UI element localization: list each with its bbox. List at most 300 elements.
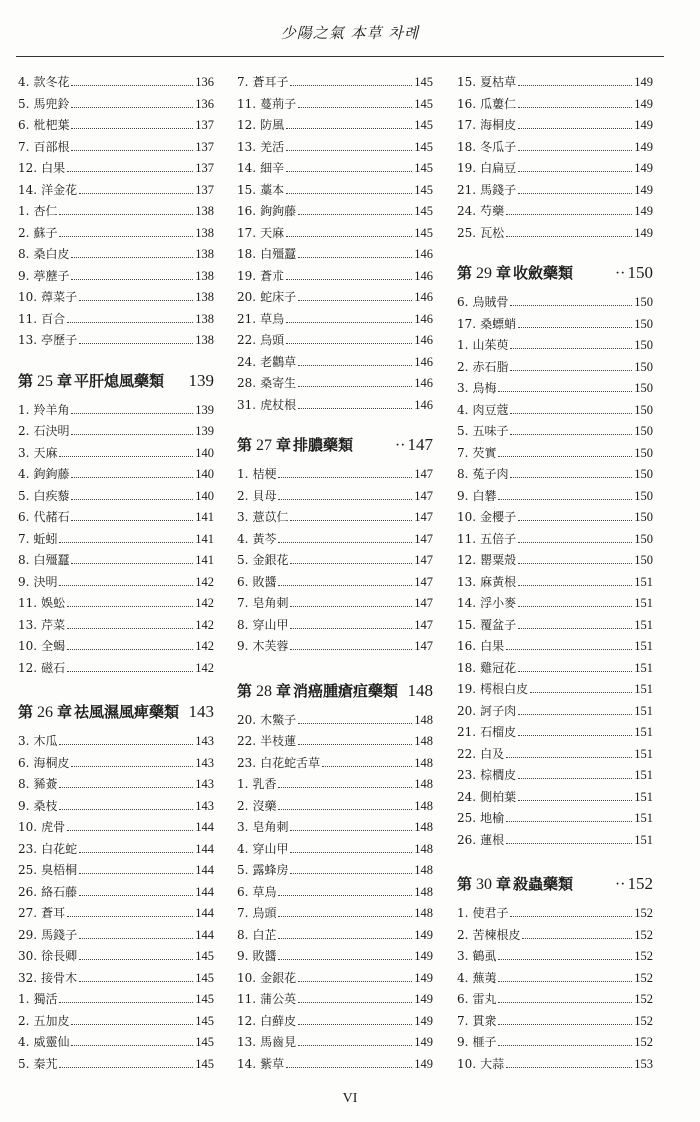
toc-entry [18,636,214,658]
chapter-suffix: 章 [276,436,292,454]
dot-leader [286,193,412,194]
entry-page: 150 [634,531,653,546]
entry-number: 3. [18,734,30,748]
entry-number: 18. [457,139,477,154]
toc-entry [457,464,653,486]
toc-entry [457,830,653,852]
dot-leader [530,692,632,693]
toc-entry [18,244,214,266]
entry-number: 9. [18,268,30,283]
entry-page: 138 [195,225,214,240]
entry-name: 穿山甲 [252,841,289,856]
entry-page: 148 [414,906,433,920]
toc-entry [237,636,433,658]
entry-name: 虎骨 [41,820,66,834]
chapter-heading [237,434,433,456]
entry-page: 150 [634,381,653,395]
entry-name: 夏枯草 [480,75,517,89]
entry-page: 149 [634,161,653,175]
dot-leader [298,1045,412,1046]
toc-entry [18,507,214,529]
toc-entry [457,292,653,314]
entry-page: 141 [195,531,214,546]
dot-leader [71,279,193,280]
entry-number: 14. [457,596,477,610]
dot-leader [298,1024,412,1025]
dot-leader [278,938,412,939]
entry-name: 鉤鉤藤 [260,204,297,218]
entry-name: 榧子 [472,1035,497,1049]
entry-page: 138 [195,268,214,283]
entry-name: 苦楝根皮 [472,927,521,942]
dot-leader [59,456,193,457]
toc-entry [18,731,214,753]
toc-entry [457,572,653,594]
entry-page: 149 [414,927,433,942]
entry-page: 148 [414,798,433,813]
toc-entry [18,1011,214,1033]
entry-page: 148 [414,755,433,770]
header-rule [16,56,664,57]
dot-leader [79,300,193,301]
entry-number: 14. [237,161,257,175]
dot-leader [506,757,632,758]
toc-entry [457,744,653,766]
entry-page: 138 [195,290,214,304]
entry-number: 21. [457,182,477,197]
entry-number: 13. [457,574,477,589]
chapter-leader: ·· [614,876,626,893]
toc-entry [237,882,433,904]
dot-leader [67,671,193,672]
dot-leader [79,193,193,194]
entry-number: 13. [237,139,257,154]
dot-leader [59,585,193,586]
entry-name: 桑寄生 [260,376,297,390]
entry-page: 142 [195,660,214,675]
entry-number: 2. [457,927,469,942]
entry-name: 半枝蓮 [260,734,297,748]
dot-leader [298,214,412,215]
entry-name: 桑白皮 [33,247,70,261]
chapter-title: 排膿藥類 [293,436,354,454]
entry-page: 149 [414,1056,433,1071]
entry-page: 139 [195,424,214,438]
entry-name: 芡實 [472,445,497,460]
dot-leader [278,959,412,960]
toc-column-2 [237,72,433,1075]
dot-leader [290,852,412,853]
entry-name: 洋金花 [41,182,78,197]
dot-leader [59,542,193,543]
entry-number: 16. [457,639,477,653]
entry-page: 152 [634,906,653,920]
toc-entry [18,330,214,352]
entry-name: 皂角刺 [252,820,289,834]
entry-number: 21. [237,311,257,326]
entry-number: 8. [237,617,249,632]
entry-name: 蕪荑 [472,970,497,985]
dot-leader [498,1002,632,1003]
entry-name: 桑枝 [33,798,58,813]
entry-number: 24. [457,204,477,218]
dot-leader [298,107,412,108]
toc-entry [18,72,214,94]
toc-entry [457,378,653,400]
chapter-leader: ·· [614,265,626,282]
dot-leader [79,343,193,344]
entry-number: 2. [18,1013,30,1028]
entry-name: 木芙蓉 [252,639,289,653]
entry-page: 143 [195,777,214,791]
dot-leader [510,434,632,435]
dot-leader [71,150,193,151]
entry-number: 8. [237,927,249,942]
entry-name: 烏梅 [472,381,497,395]
dot-leader [278,585,412,586]
dot-leader [518,735,632,736]
dot-leader [298,257,412,258]
entry-name: 穿山甲 [252,617,289,632]
dot-leader [278,542,412,543]
toc-entry [18,464,214,486]
toc-entry [237,903,433,925]
toc-entry [18,796,214,818]
dot-leader [506,214,632,215]
toc-entry [18,309,214,331]
entry-name: 蛇床子 [260,290,297,304]
entry-name: 薏苡仁 [252,510,289,524]
entry-page: 140 [195,467,214,481]
dot-leader [498,499,632,500]
entry-page: 149 [634,225,653,240]
entry-number: 12. [237,1013,257,1028]
entry-name: 絡石藤 [41,884,78,899]
entry-name: 瓜蔞仁 [480,96,517,111]
entry-number: 19. [237,268,257,283]
dot-leader [518,128,632,129]
dot-leader [71,1024,193,1025]
entry-name: 白扁豆 [480,161,517,175]
entry-name: 海桐皮 [33,755,70,770]
dot-leader [518,85,632,86]
entry-page: 147 [414,553,433,567]
entry-number: 10. [237,970,257,985]
dot-leader [518,628,632,629]
entry-name: 草烏 [252,884,277,899]
dot-leader [298,386,412,387]
toc-entry [457,115,653,137]
dot-leader [278,787,412,788]
toc-entry [18,115,214,137]
entry-number: 12. [18,660,38,675]
dot-leader [290,520,412,521]
entry-name: 沒藥 [252,798,277,813]
entry-name: 威靈仙 [33,1035,70,1049]
entry-name: 露蜂房 [252,863,289,877]
entry-page: 145 [414,182,433,197]
entry-page: 145 [195,1035,214,1049]
dot-leader [498,1024,632,1025]
entry-page: 152 [634,1035,653,1049]
entry-page: 150 [634,295,653,309]
entry-name: 側柏葉 [480,789,517,804]
entry-number: 5. [237,553,249,567]
dot-leader [290,830,412,831]
running-header: 少陽之氣 本草 차례 [280,24,420,42]
toc-entry [18,443,214,465]
entry-number: 27. [18,906,38,920]
dot-leader [278,499,412,500]
entry-page: 139 [195,402,214,417]
entry-number: 12. [18,161,38,175]
entry-number: 4. [457,970,469,985]
toc-column-1 [18,72,214,1075]
entry-number: 11. [18,596,38,610]
dot-leader [506,821,632,822]
entry-page: 151 [634,660,653,675]
chapter-prefix: 第 [457,264,473,282]
toc-entry [237,330,433,352]
entry-page: 148 [414,884,433,899]
entry-page: 149 [414,949,433,963]
entry-number: 4. [18,467,30,481]
entry-page: 137 [195,139,214,154]
toc-entry [18,572,214,594]
entry-name: 接骨木 [41,970,78,985]
entry-number: 4. [18,75,30,89]
toc-entry [457,1054,653,1076]
entry-number: 16. [457,96,477,111]
dot-leader [506,1067,632,1068]
entry-name: 貝母 [252,488,277,503]
entry-page: 150 [634,338,653,352]
entry-name: 蚯蚓 [33,531,58,546]
toc-entry [237,464,433,486]
chapter-heading [237,680,433,702]
entry-page: 151 [634,746,653,761]
entry-page: 138 [195,333,214,347]
entry-name: 草烏 [260,311,285,326]
entry-page: 149 [414,1013,433,1028]
entry-number: 1. [18,402,30,417]
entry-page: 144 [195,863,214,877]
toc-entry [18,486,214,508]
entry-page: 149 [634,139,653,154]
entry-name: 大蒜 [480,1056,505,1071]
entry-page: 151 [634,703,653,718]
toc-entry [18,266,214,288]
entry-name: 肉豆蔻 [472,402,509,417]
entry-name: 敗醬 [252,574,277,589]
entry-name: 五味子 [472,424,509,438]
entry-name: 白芷 [252,927,277,942]
entry-name: 白及 [480,746,505,761]
entry-page: 150 [634,510,653,524]
dot-leader [278,809,412,810]
entry-name: 細辛 [260,161,285,175]
entry-name: 金銀花 [260,970,297,985]
entry-number: 16. [237,204,257,218]
entry-name: 皂角刺 [252,596,289,610]
entry-page: 145 [195,949,214,963]
dot-leader [510,916,632,917]
entry-name: 馬錢子 [41,927,78,942]
entry-number: 8. [457,467,469,481]
entry-name: 地榆 [480,811,505,825]
entry-name: 白礬 [472,488,497,503]
page-number: VI [342,1091,358,1106]
entry-name: 烏頭 [252,906,277,920]
entry-number: 1. [237,467,249,481]
entry-number: 8. [18,553,30,567]
dot-leader [298,300,412,301]
entry-page: 145 [414,96,433,111]
entry-name: 豨薟 [33,777,58,791]
entry-name: 海桐皮 [480,118,517,132]
entry-page: 146 [414,311,433,326]
toc-entry [18,839,214,861]
chapter-number: 29 [476,265,493,282]
entry-name: 烏賊骨 [472,295,509,309]
entry-page: 151 [634,725,653,739]
entry-page: 140 [195,488,214,503]
entry-page: 148 [414,712,433,727]
toc-entry [457,357,653,379]
toc-entry [457,314,653,336]
entry-number: 5. [237,863,249,877]
entry-number: 13. [18,333,38,347]
dot-leader [298,981,412,982]
toc-entry [237,180,433,202]
toc-entry [18,774,214,796]
entry-name: 五加皮 [33,1013,70,1028]
entry-number: 25. [457,225,477,240]
entry-page: 149 [634,96,653,111]
dot-leader [506,843,632,844]
entry-number: 3. [237,510,249,524]
dot-leader [518,671,632,672]
dot-leader [498,959,632,960]
toc-entry [237,817,433,839]
entry-name: 烏頭 [260,333,285,347]
entry-page: 146 [414,268,433,283]
entry-page: 146 [414,247,433,261]
entry-number: 15. [237,182,257,197]
toc-entry [18,529,214,551]
entry-page: 138 [195,247,214,261]
entry-number: 4. [237,841,249,856]
entry-page: 151 [634,682,653,696]
entry-name: 冬瓜子 [480,139,517,154]
dot-leader [67,628,193,629]
entry-number: 3. [457,949,469,963]
entry-page: 137 [195,118,214,132]
toc-entry [237,309,433,331]
entry-name: 棕櫚皮 [480,768,517,782]
dot-leader [59,1067,193,1068]
entry-page: 150 [634,402,653,417]
chapter-prefix: 第 [18,703,34,721]
dot-leader [286,150,412,151]
entry-name: 菟子肉 [472,467,509,481]
entry-name: 紫草 [260,1056,285,1071]
toc-entry [237,395,433,417]
entry-number: 3. [457,381,469,395]
dot-leader [290,873,412,874]
entry-page: 148 [414,777,433,791]
toc-entry [237,572,433,594]
entry-name: 木瓜 [33,734,58,748]
entry-number: 24. [457,789,477,804]
dot-leader [79,873,193,874]
toc-entry [237,158,433,180]
chapter-page: 139 [188,370,214,390]
toc-entry [18,94,214,116]
toc-entry [457,550,653,572]
chapter-title: 消癌腫瘡疽藥類 [293,681,399,700]
dot-leader [67,830,193,831]
dot-leader [71,128,193,129]
entry-number: 6. [237,574,249,589]
entry-number: 2. [18,225,30,240]
entry-name: 決明 [33,574,58,589]
entry-page: 150 [634,553,653,567]
toc-entry [237,839,433,861]
dot-leader [67,322,193,323]
entry-name: 罌粟殼 [480,553,517,567]
entry-page: 142 [195,574,214,589]
entry-page: 150 [634,424,653,438]
dot-leader [510,348,632,349]
dot-leader [522,938,632,939]
toc-entry [18,946,214,968]
dot-leader [67,916,193,917]
toc-entry [457,335,653,357]
toc-entry [457,615,653,637]
entry-name: 白殭蠶 [260,247,297,261]
entry-number: 4. [457,402,469,417]
entry-page: 149 [634,204,653,218]
entry-name: 蒼朮 [260,268,285,283]
entry-page: 150 [634,359,653,374]
entry-number: 17. [457,118,477,132]
entry-name: 虎杖根 [260,397,297,412]
entry-number: 25. [18,863,38,877]
dot-leader [286,343,412,344]
entry-name: 枇杷葉 [33,118,70,132]
toc-entry [457,593,653,615]
entry-name: 金櫻子 [480,510,517,524]
entry-number: 15. [457,617,477,632]
entry-number: 17. [237,225,257,240]
entry-name: 白果 [480,639,505,653]
toc-entry [457,507,653,529]
toc-entry [237,1054,433,1076]
entry-number: 6. [18,510,30,524]
toc-entry [18,287,214,309]
toc-entry [18,860,214,882]
dot-leader [59,236,193,237]
entry-number: 22. [237,333,257,347]
chapter-page: 147 [407,435,433,454]
entry-number: 22. [457,746,477,761]
toc-entry [18,658,214,680]
entry-number: 12. [457,553,477,567]
dot-leader [278,916,412,917]
dot-leader [518,778,632,779]
dot-leader [71,257,193,258]
